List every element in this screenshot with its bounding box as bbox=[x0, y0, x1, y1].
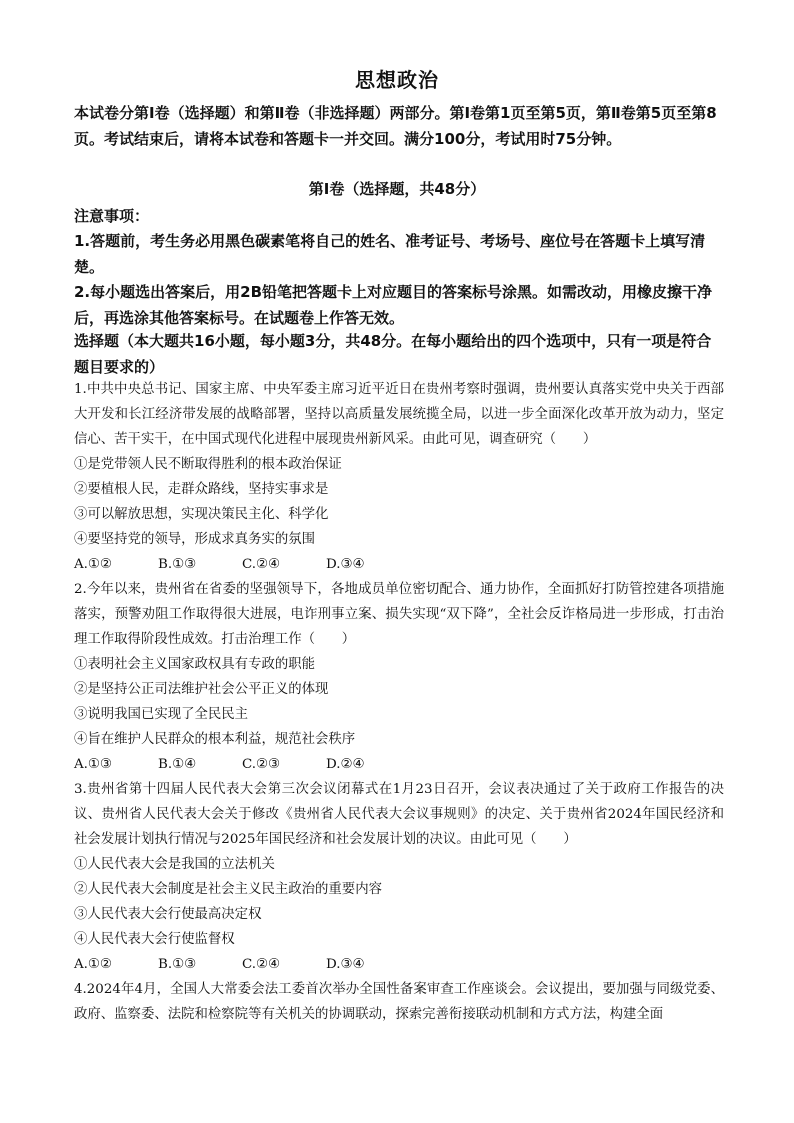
question-4-stem: 4.2024年4月，全国人大常委会法工委首次举办全国性备案审查工作座谈会。会议提出，要加强与同级党委、政府、监察委、法院和检察院等有关机关的协调联动，探索完善衔接联动机制和方式方法，构建全面 bbox=[74, 982, 724, 1022]
section-title: 第Ⅰ卷（选择题，共48分） bbox=[308, 180, 486, 198]
question-1-stem: 1.中共中央总书记、国家主席、中央军委主席习近平近日在贵州考察时强调，贵州要认真落实党中央关于西部大开发和长江经济带发展的战略部署，坚持以高质量发展统揽全局，以进一步全面深化改革开放为动力，坚定信心、苦干实干，在中国式现代化进程中展现贵州新风采。由此可见，调查研究（ ） bbox=[74, 382, 724, 447]
question-2-choices bbox=[74, 752, 724, 777]
question-1-option-3: ③可以解放思想，实现决策民主化、科学化 bbox=[74, 507, 329, 522]
question-2-choice-b: B.①④ bbox=[158, 757, 197, 772]
question-1-choice-a: A.①② bbox=[74, 557, 112, 572]
question-1-option-2: ②要植根人民，走群众路线，坚持实事求是 bbox=[74, 482, 329, 497]
question-1-choices bbox=[74, 552, 724, 577]
question-2-choice-a: A.①③ bbox=[74, 757, 112, 772]
question-2-option-1: ①表明社会主义国家政权具有专政的职能 bbox=[74, 657, 316, 672]
question-1-choice-b: B.①③ bbox=[158, 557, 197, 572]
question-1-choice-c: C.②④ bbox=[242, 557, 281, 572]
question-3-option-4: ④人民代表大会行使监督权 bbox=[74, 932, 235, 947]
exam-intro: 本试卷分第Ⅰ卷（选择题）和第Ⅱ卷（非选择题）两部分。第Ⅰ卷第1页至第5页，第Ⅱ卷第5页至第8页。考试结束后，请将本试卷和答题卡一并交回。满分100分，考试用时75分钟。 bbox=[74, 104, 717, 148]
choice-section-description: 选择题（本大题共16小题，每小题3分，共48分。在每小题给出的四个选项中，只有一项是符合题目要求的） bbox=[74, 332, 712, 376]
question-2-option-3: ③说明我国已实现了全民民主 bbox=[74, 707, 249, 722]
question-2-choice-c: C.②③ bbox=[242, 757, 281, 772]
question-2-option-2: ②是坚持公正司法维护社会公平正义的体现 bbox=[74, 682, 329, 697]
question-3-choices bbox=[74, 952, 724, 977]
question-1-option-1: ①是党带领人民不断取得胜利的根本政治保证 bbox=[74, 457, 342, 472]
question-2-choice-d: D.②④ bbox=[326, 757, 365, 772]
question-3-option-3: ③人民代表大会行使最高决定权 bbox=[74, 907, 262, 922]
question-3-stem: 3.贵州省第十四届人民代表大会第三次会议闭幕式在1月23日召开，会议表决通过了关于政府工作报告的决议、贵州省人民代表大会关于修改《贵州省人民代表大会议事规则》的决定、关于贵州省2024年国民经济和社会发展计划执行情况与2025年国民经济和社会发展计划的决议。由此可见（ ） bbox=[74, 782, 724, 847]
question-1-choice-d: D.③④ bbox=[326, 557, 365, 572]
question-2-stem: 2.今年以来，贵州省在省委的坚强领导下，各地成员单位密切配合、通力协作，全面抓好打防管控建各项措施落实，预警劝阻工作取得很大进展，电诈刑事立案、损失实现“双下降”，全社会反诈格局进一步形成，打击治理工作取得阶段性成效。打击治理工作（ ） bbox=[74, 582, 724, 647]
notice-item-1: 1.答题前，考生务必用黑色碳素笔将自己的姓名、准考证号、考场号、座位号在答题卡上填写清楚。 bbox=[74, 232, 706, 276]
question-2-option-4: ④旨在维护人民群众的根本利益，规范社会秩序 bbox=[74, 732, 356, 747]
notice-heading: 注意事项： bbox=[74, 207, 150, 225]
question-3-option-1: ①人民代表大会是我国的立法机关 bbox=[74, 857, 275, 872]
question-1-option-4: ④要坚持党的领导，形成求真务实的氛围 bbox=[74, 532, 316, 547]
question-3-choice-b: B.①③ bbox=[158, 957, 197, 972]
question-3-choice-d: D.③④ bbox=[326, 957, 365, 972]
notice-item-2: 2.每小题选出答案后，用2B铅笔把答题卡上对应题目的答案标号涂黑。如需改动，用橡皮擦干净后，再选涂其他答案标号。在试题卷上作答无效。 bbox=[74, 283, 713, 327]
question-3-option-2: ②人民代表大会制度是社会主义民主政治的重要内容 bbox=[74, 882, 382, 897]
question-3-choice-a: A.①② bbox=[74, 957, 112, 972]
page-title: 思想政治 bbox=[355, 68, 439, 92]
question-3-choice-c: C.②④ bbox=[242, 957, 281, 972]
